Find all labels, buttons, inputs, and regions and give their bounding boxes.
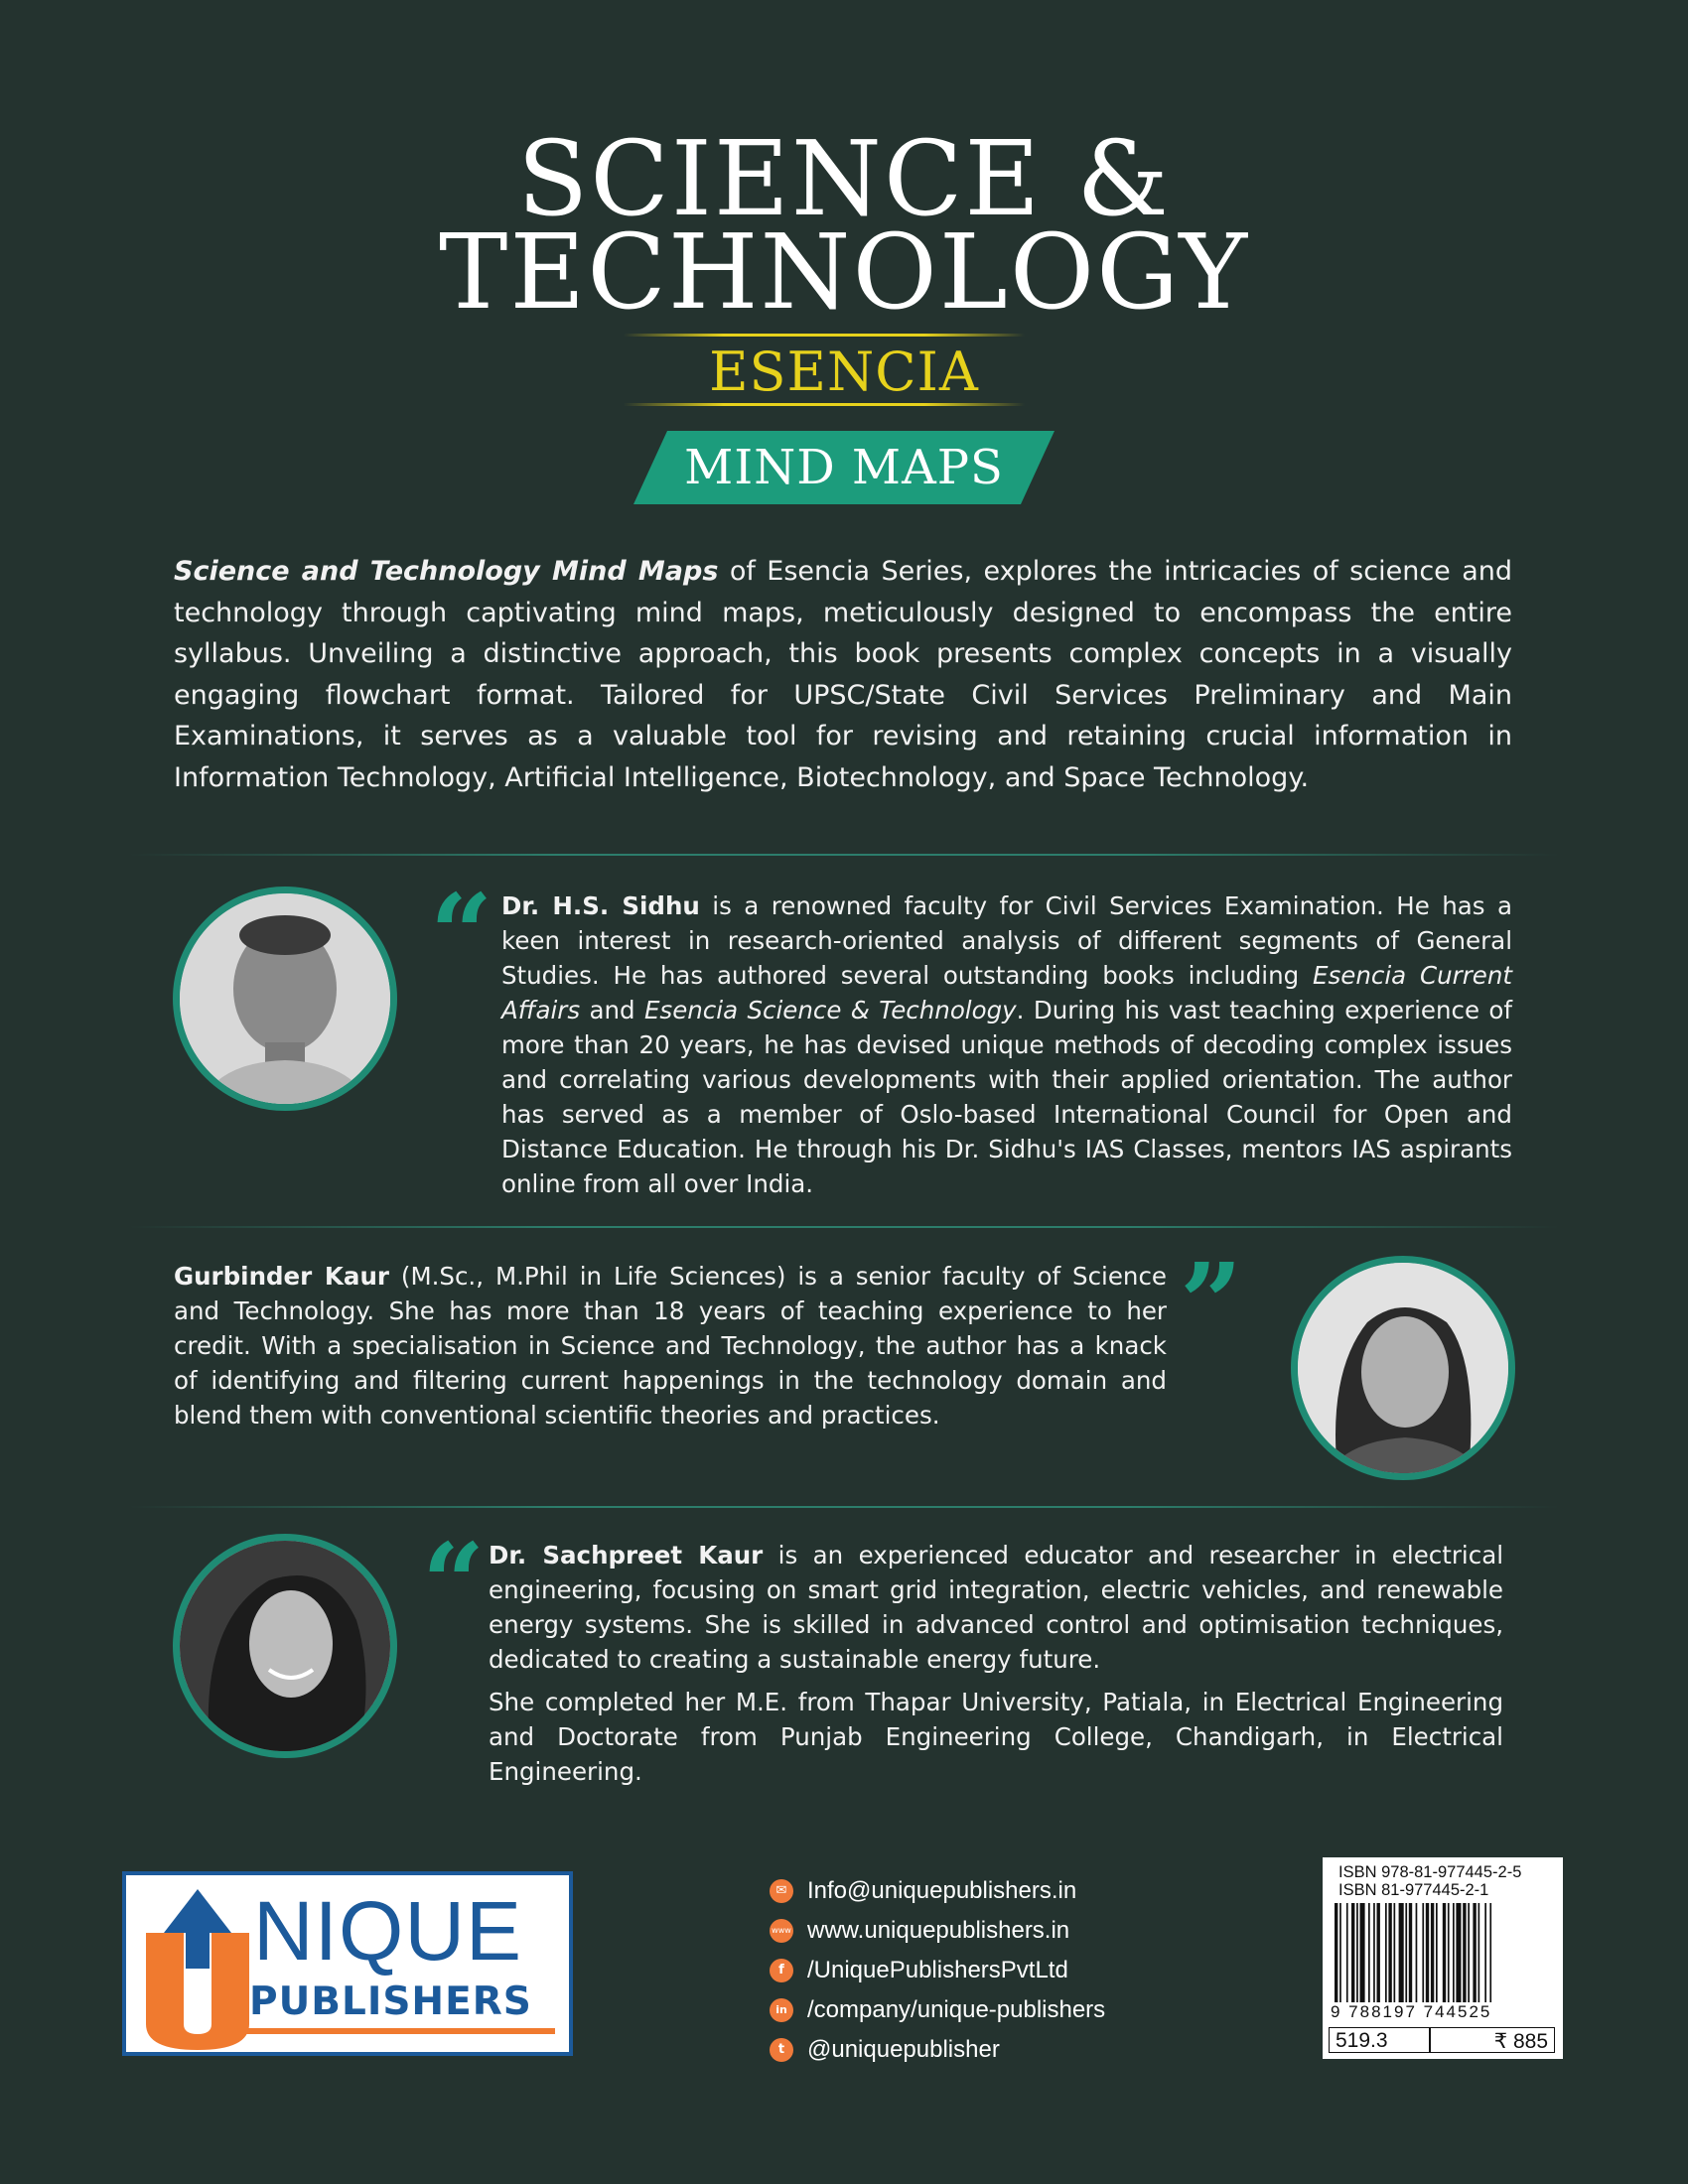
barcode-bar [1426,1903,1429,2002]
author-bio-gurbinder: Gurbinder Kaur (M.Sc., M.Phil in Life Sciences) is a senior faculty of Science and Technology. She has more than 18 years of teaching experience to her credit. With a specialisation in Science and Technology, the author has a knack of identifying and filtering current happenings in the technology domain and blend them with conventional scientific theories and practices. [174,1262,1167,1430]
author-photo-gurbinder [1291,1256,1515,1480]
barcode-bar [1385,1903,1387,2002]
author-name: Gurbinder Kaur [174,1262,389,1291]
author-photo-sachpreet [173,1534,397,1758]
book-description [174,551,1512,798]
barcode-digits: 9 788197 744525 [1331,2002,1492,2021]
barcode-bar [1409,1903,1412,2002]
quote-mark-icon: “ [422,1519,486,1647]
barcode-bar [1394,1903,1396,2002]
contact-facebook[interactable]: f /UniquePublishersPvtLtd [770,1951,1286,1990]
barcode-bar [1373,1903,1375,2002]
barcode-bar [1443,1903,1446,2002]
title-line-1: SCIENCE & [517,118,1171,239]
section-divider [129,1226,1559,1228]
contact-twitter[interactable]: t @uniquepublisher [770,2030,1286,2070]
author-photo-sidhu [173,887,397,1111]
linkedin-icon: in [770,1998,793,2022]
barcode-bar [1339,1903,1341,2002]
barcode-bar [1436,1903,1438,2002]
barcode-bar [1416,1903,1418,2002]
price-divider [1429,2028,1431,2052]
barcode-bar [1356,1903,1358,2002]
series-name: ESENCIA [709,341,979,403]
isbn-barcode [1323,1857,1563,2059]
contact-linkedin[interactable]: in /company/unique-publishers [770,1990,1286,2030]
barcode-bar [1489,1903,1491,2002]
barcode-bar [1473,1903,1476,2002]
barcode-bar [1346,1903,1348,2002]
email-icon: ✉ [770,1879,793,1903]
mind-maps-banner [633,431,1055,504]
section-divider [129,1506,1559,1508]
author-bio-sidhu: Dr. H.S. Sidhu is a renowned faculty for Civil Services Examination. He has a keen interest in research-oriented analysis of different segments of General Studies. He has authored several outstanding books including Esencia Current Affairs and Esencia Science & Technology. During his vast teaching experience of more than 20 years, he has devised unique methods of decoding complex issues and correlating various developments with their applied orientation. The author has served as a member of Oslo-based International Council for Open and Distance Education. He through his Dr. Sidhu's IAS Classes, mentors IAS aspirants online from all over India. [501,891,1513,1198]
price: ₹ 885 [1493,2030,1548,2053]
contact-list [770,1871,1286,2070]
quote-mark-icon: “ [430,870,493,998]
barcode-bar [1468,1903,1470,2002]
facebook-icon: f [770,1959,793,1982]
twitter-icon: t [770,2038,793,2062]
barcode-bar [1431,1903,1434,2002]
description-body: of Esencia Series, explores the intricacies of science and technology through captivating mind maps, meticulously designed to encompass the entire syllabus. Unveiling a distinctive approach, this book presents complex concepts in a visually engaging flowchart format. Tailored for UPSC/State Civil Services Preliminary and Main Examinations, it serves as a valuable tool for revising and retaining crucial information in Information Technology, Artificial Intelligence, Biotechnology, and Space Technology. [174,556,1512,793]
barcode-bar [1484,1903,1486,2002]
barcode-bar [1351,1903,1354,2002]
barcode-bar [1478,1903,1480,2002]
barcode-bars [1331,1903,1555,2002]
gold-rule-top [624,334,1025,337]
isbn-13: ISBN 978-81-977445-2-5 [1338,1863,1522,1881]
web-icon: www [770,1919,793,1943]
author-name: Dr. H.S. Sidhu [501,891,700,920]
contact-email[interactable]: ✉ Info@uniquepublishers.in [770,1871,1286,1911]
section-divider [129,854,1559,856]
publisher-logo [122,1871,573,2056]
barcode-bar [1448,1903,1450,2002]
price-code: 519.3 [1336,2029,1388,2052]
barcode-bar [1453,1903,1455,2002]
description-lead: Science and Technology Mind Maps [174,556,719,587]
title-line-2: TECHNOLOGY [438,211,1250,333]
barcode-bar [1388,1903,1391,2002]
barcode-bar [1422,1903,1424,2002]
contact-website[interactable]: www www.uniquepublishers.in [770,1911,1286,1951]
quote-mark-icon: ” [1180,1239,1243,1367]
logo-subtitle: PUBLISHERS [249,1979,532,2024]
barcode-bar [1399,1903,1404,2002]
gold-rule-bottom [624,403,1025,406]
barcode-bar [1405,1903,1407,2002]
author-name: Dr. Sachpreet Kaur [489,1541,764,1570]
logo-wordmark: NIQUE [253,1884,523,1978]
barcode-bar [1463,1903,1466,2002]
mind-maps-label: MIND MAPS [684,440,1004,495]
barcode-bar [1456,1903,1461,2002]
author-bio-sachpreet: Dr. Sachpreet Kaur is an experienced educator and researcher in electrical engineering, focusing on smart grid integration, electric vehicles, and renewable energy systems. She is skilled in advanced control and optimisation techniques, dedicated to creating a sustainable energy future. She completed her M.E. from Thapar University, Patiala, in Electrical Engineering and Doctorate from Punjab Engineering College, Chandigarh, in Electrical Engineering. [489,1541,1504,1786]
barcode-bar [1335,1903,1337,2002]
isbn-10: ISBN 81-977445-2-1 [1338,1881,1489,1899]
barcode-bar [1360,1903,1365,2002]
price-row [1329,2027,1555,2053]
barcode-bar [1368,1903,1370,2002]
barcode-bar [1377,1903,1380,2002]
